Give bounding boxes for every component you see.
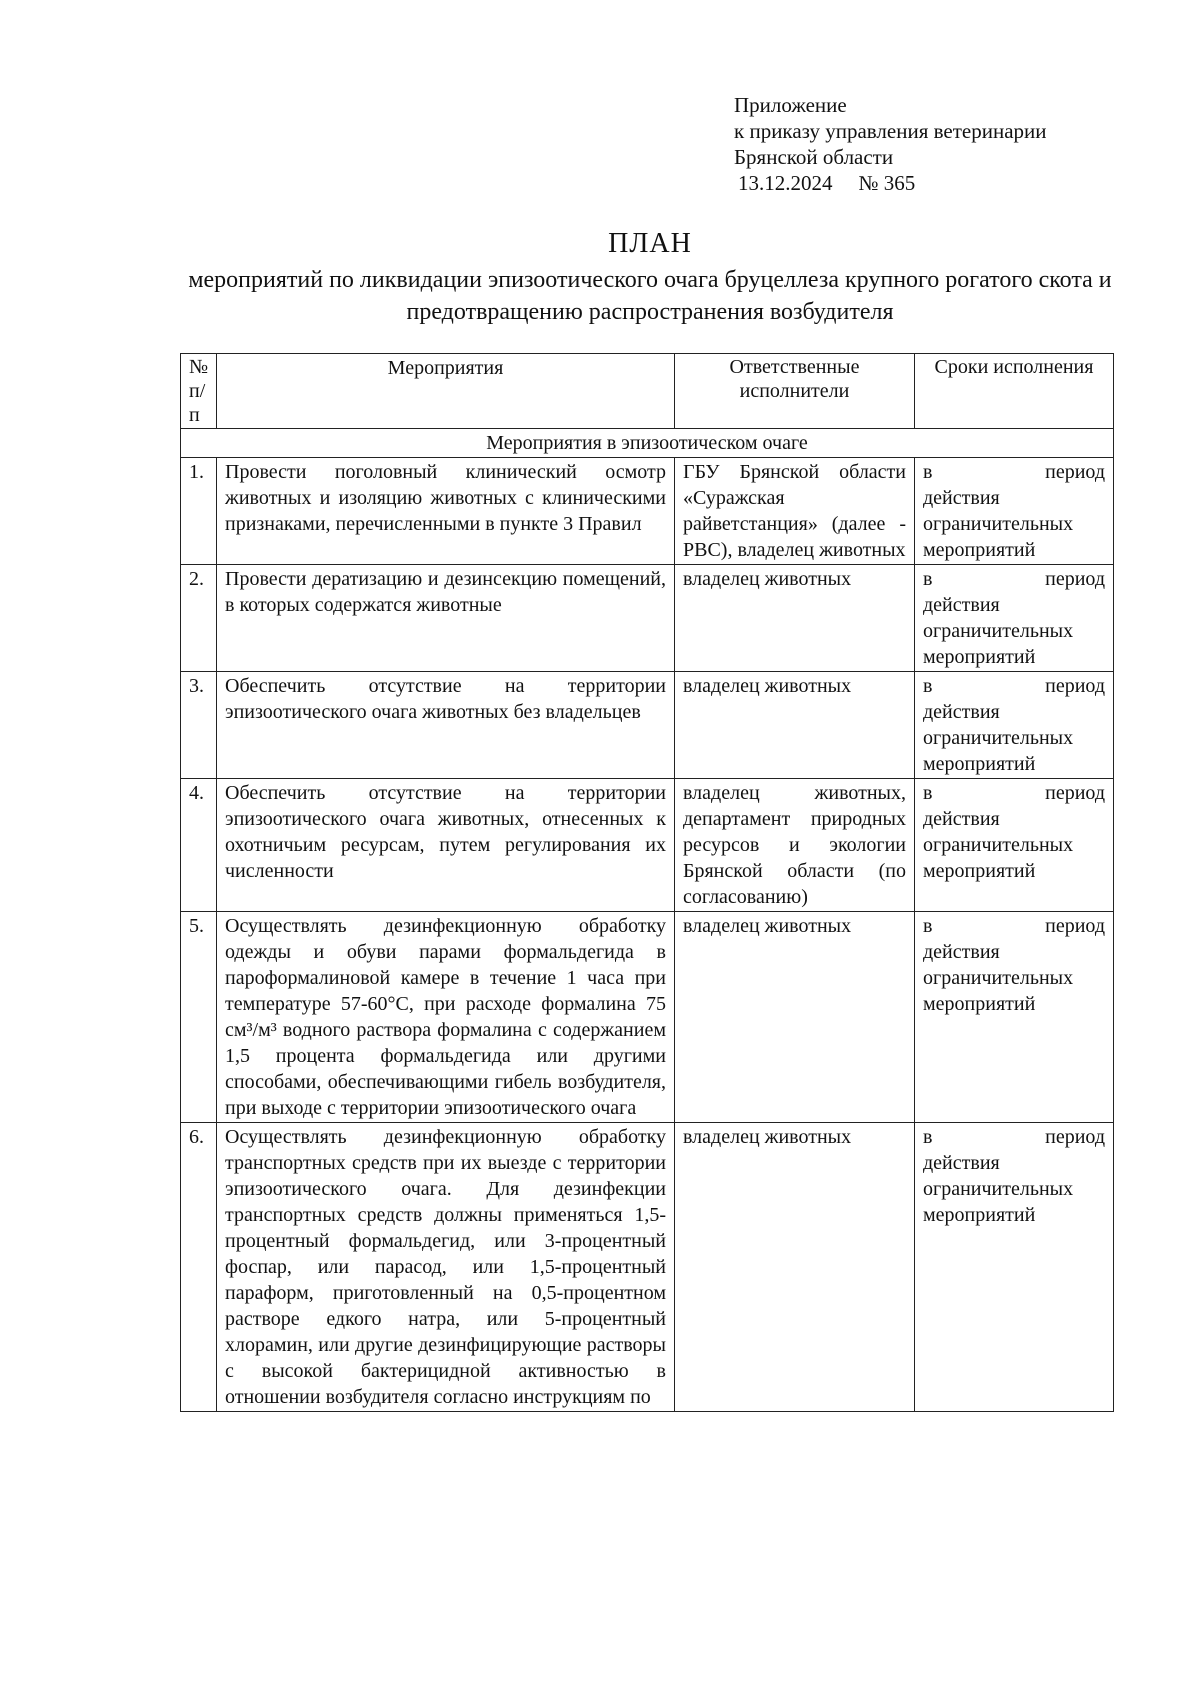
term-word-b: период xyxy=(1045,568,1105,590)
row-action: Провести дератизацию и дезинсекцию помещений, в которых содержатся животные xyxy=(217,565,675,672)
row-num: 3. xyxy=(181,672,217,779)
term-rest: действия ограничительных мероприятий xyxy=(923,701,1074,775)
row-num: 2. xyxy=(181,565,217,672)
document-subtitle: мероприятий по ликвидации эпизоотического очага бруцеллеза крупного рогатого скота и предотвращению распространения возбудителя xyxy=(188,267,1112,325)
row-num: 1. xyxy=(181,458,217,565)
row-term xyxy=(915,779,1114,912)
table-row xyxy=(181,565,1114,672)
row-term xyxy=(915,458,1114,565)
row-responsible: владелец животных xyxy=(675,565,915,672)
term-rest: действия ограничительных мероприятий xyxy=(923,941,1074,1015)
term-word-a: в xyxy=(923,461,933,483)
term-word-a: в xyxy=(923,675,933,697)
appendix-block xyxy=(734,92,1047,196)
term-word-a: в xyxy=(923,782,933,804)
row-responsible: ГБУ Брянской области «Суражская райветстанция» (далее - РВС), владелец животных xyxy=(675,458,915,565)
header-num: № п/п xyxy=(181,354,217,429)
header-action: Мероприятия xyxy=(217,354,675,429)
row-responsible: владелец животных, департамент природных ресурсов и экологии Брянской области (по согласованию) xyxy=(675,779,915,912)
term-word-a: в xyxy=(923,1126,933,1148)
row-num: 4. xyxy=(181,779,217,912)
row-term xyxy=(915,912,1114,1123)
table-header-row xyxy=(181,354,1114,429)
row-term xyxy=(915,672,1114,779)
term-rest: действия ограничительных мероприятий xyxy=(923,594,1074,668)
row-action: Осуществлять дезинфекционную обработку транспортных средств при их выезде с территории эпизоотического очага. Для дезинфекции транспортных средств должны применяться 1,5-процентный формальдегид, или 3-процентный фоспар, или парасод, или 1,5-процентный параформ, приготовленный на 0,5-процентном растворе едкого натра, или 5-процентный хлорамин, или другие дезинфицирующие растворы с высокой бактерицидной активностью в отношении возбудителя согласно инструкциям по xyxy=(217,1123,675,1412)
row-term xyxy=(915,565,1114,672)
row-action: Провести поголовный клинический осмотр животных и изоляцию животных с клиническими признаками, перечисленными в пункте 3 Правил xyxy=(217,458,675,565)
term-word-b: период xyxy=(1045,1126,1105,1148)
header-term: Сроки исполнения xyxy=(915,354,1114,429)
term-word-b: период xyxy=(1045,675,1105,697)
table-row xyxy=(181,779,1114,912)
row-term xyxy=(915,1123,1114,1412)
term-word-b: период xyxy=(1045,461,1105,483)
appendix-line-3: Брянской области xyxy=(734,145,894,169)
term-word-a: в xyxy=(923,568,933,590)
row-action: Обеспечить отсутствие на территории эпизоотического очага животных без владельцев xyxy=(217,672,675,779)
appendix-number: № 365 xyxy=(858,171,916,195)
row-action: Осуществлять дезинфекционную обработку одежды и обуви парами формальдегида в пароформалиновой камере в течение 1 часа при температуре 57-60°С, при расходе формалина 75 см³/м³ водного раствора формалина с содержанием 1,5 процента формальдегида или другими способами, обеспечивающими гибель возбудителя, при выходе с территории эпизоотического очага xyxy=(217,912,675,1123)
row-action: Обеспечить отсутствие на территории эпизоотического очага животных, отнесенных к охотничьим ресурсам, путем регулирования их численности xyxy=(217,779,675,912)
row-num: 6. xyxy=(181,1123,217,1412)
document-title: ПЛАН xyxy=(608,228,692,259)
term-rest: действия ограничительных мероприятий xyxy=(923,1152,1074,1226)
term-rest: действия ограничительных мероприятий xyxy=(923,487,1074,561)
row-responsible: владелец животных xyxy=(675,1123,915,1412)
section-row xyxy=(181,429,1114,458)
appendix-line-1: Приложение xyxy=(734,93,847,117)
appendix-date-line xyxy=(734,170,1047,196)
term-word-b: период xyxy=(1045,915,1105,937)
table-row xyxy=(181,672,1114,779)
section-title: Мероприятия в эпизоотическом очаге xyxy=(181,429,1114,458)
row-num: 5. xyxy=(181,912,217,1123)
term-word-b: период xyxy=(1045,782,1105,804)
table-row xyxy=(181,458,1114,565)
term-rest: действия ограничительных мероприятий xyxy=(923,808,1074,882)
header-responsible: Ответственные исполнители xyxy=(675,354,915,429)
table-row xyxy=(181,912,1114,1123)
term-word-a: в xyxy=(923,915,933,937)
table-row xyxy=(181,1123,1114,1412)
row-responsible: владелец животных xyxy=(675,672,915,779)
plan-table xyxy=(180,353,1114,1412)
row-responsible: владелец животных xyxy=(675,912,915,1123)
appendix-line-2: к приказу управления ветеринарии xyxy=(734,119,1047,143)
appendix-date: 13.12.2024 xyxy=(738,171,833,195)
